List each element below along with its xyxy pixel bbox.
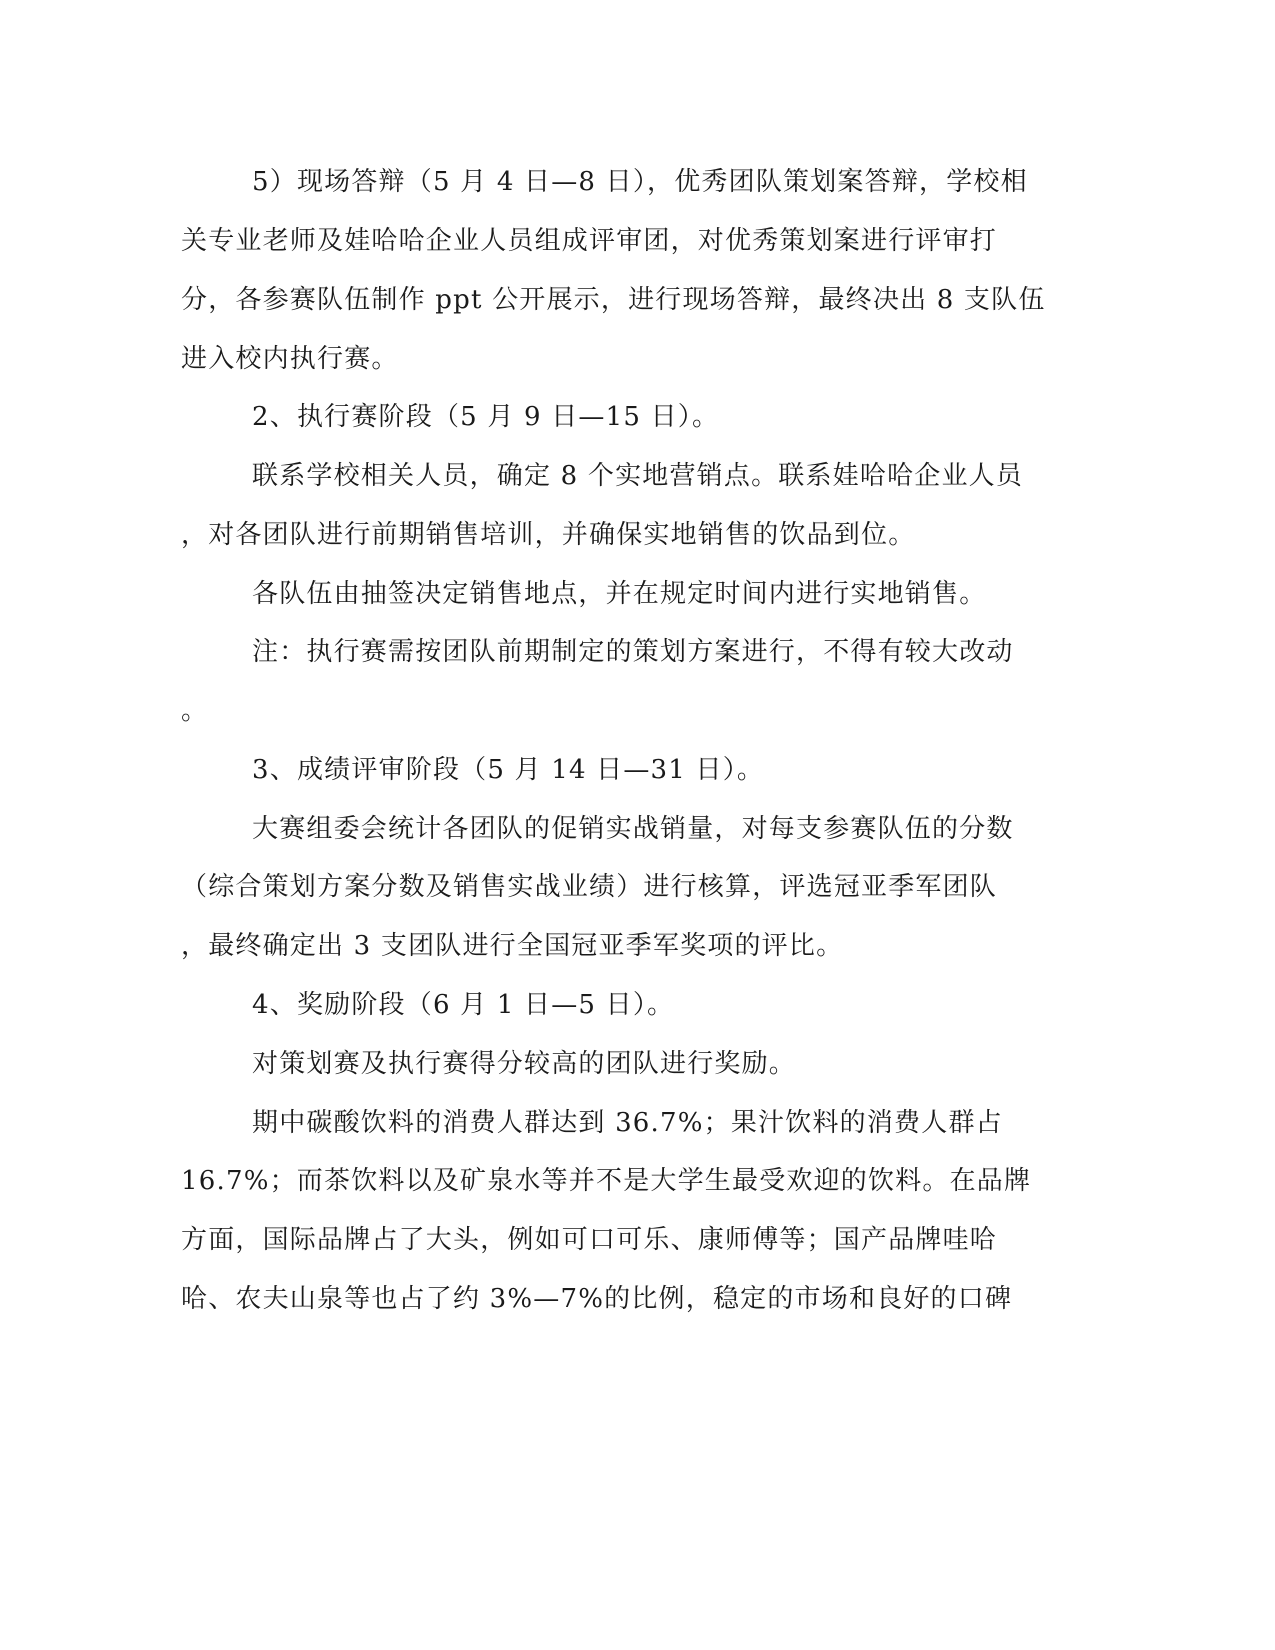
paragraph-line: 5）现场答辩（5 月 4 日—8 日），优秀团队策划案答辩，学校相 <box>252 167 1028 197</box>
section-heading: 4、奖励阶段（6 月 1 日—5 日）。 <box>252 990 675 1020</box>
section-heading: 3、成绩评审阶段（5 月 14 日—31 日）。 <box>252 755 765 785</box>
paragraph-line: 期中碳酸饮料的消费人群达到 36.7%；果汁饮料的消费人群占 <box>252 1108 1003 1138</box>
paragraph-line: 对策划赛及执行赛得分较高的团队进行奖励。 <box>252 1049 797 1079</box>
paragraph-line: 联系学校相关人员，确定 8 个实地营销点。联系娃哈哈企业人员 <box>252 461 1024 491</box>
paragraph-line: ，最终确定出 3 支团队进行全国冠亚季军奖项的评比。 <box>181 931 844 961</box>
paragraph-line: 各队伍由抽签决定销售地点，并在规定时间内进行实地销售。 <box>252 579 987 609</box>
note-line: 。 <box>181 696 209 726</box>
section-heading: 2、执行赛阶段（5 月 9 日—15 日）。 <box>252 402 720 432</box>
paragraph-line: ，对各团队进行前期销售培训，并确保实地销售的饮品到位。 <box>181 520 916 550</box>
note-line: 注：执行赛需按团队前期制定的策划方案进行，不得有较大改动 <box>252 637 1014 667</box>
paragraph-line: 16.7%；而茶饮料以及矿泉水等并不是大学生最受欢迎的饮料。在品牌 <box>181 1166 1032 1196</box>
paragraph-line: 进入校内执行赛。 <box>181 344 399 374</box>
paragraph-line: 大赛组委会统计各团队的促销实战销量，对每支参赛队伍的分数 <box>252 814 1014 844</box>
paragraph-line: 分，各参赛队伍制作 ppt 公开展示，进行现场答辩，最终决出 8 支队伍 <box>181 285 1046 315</box>
paragraph-line: （综合策划方案分数及销售实战业绩）进行核算，评选冠亚季军团队 <box>181 872 998 902</box>
paragraph-line: 方面，国际品牌占了大头，例如可口可乐、康师傅等；国产品牌哇哈 <box>181 1225 998 1255</box>
paragraph-line: 关专业老师及娃哈哈企业人员组成评审团，对优秀策划案进行评审打 <box>181 226 998 256</box>
paragraph-line: 哈、农夫山泉等也占了约 3%—7%的比例，稳定的市场和良好的口碑 <box>181 1284 1013 1314</box>
